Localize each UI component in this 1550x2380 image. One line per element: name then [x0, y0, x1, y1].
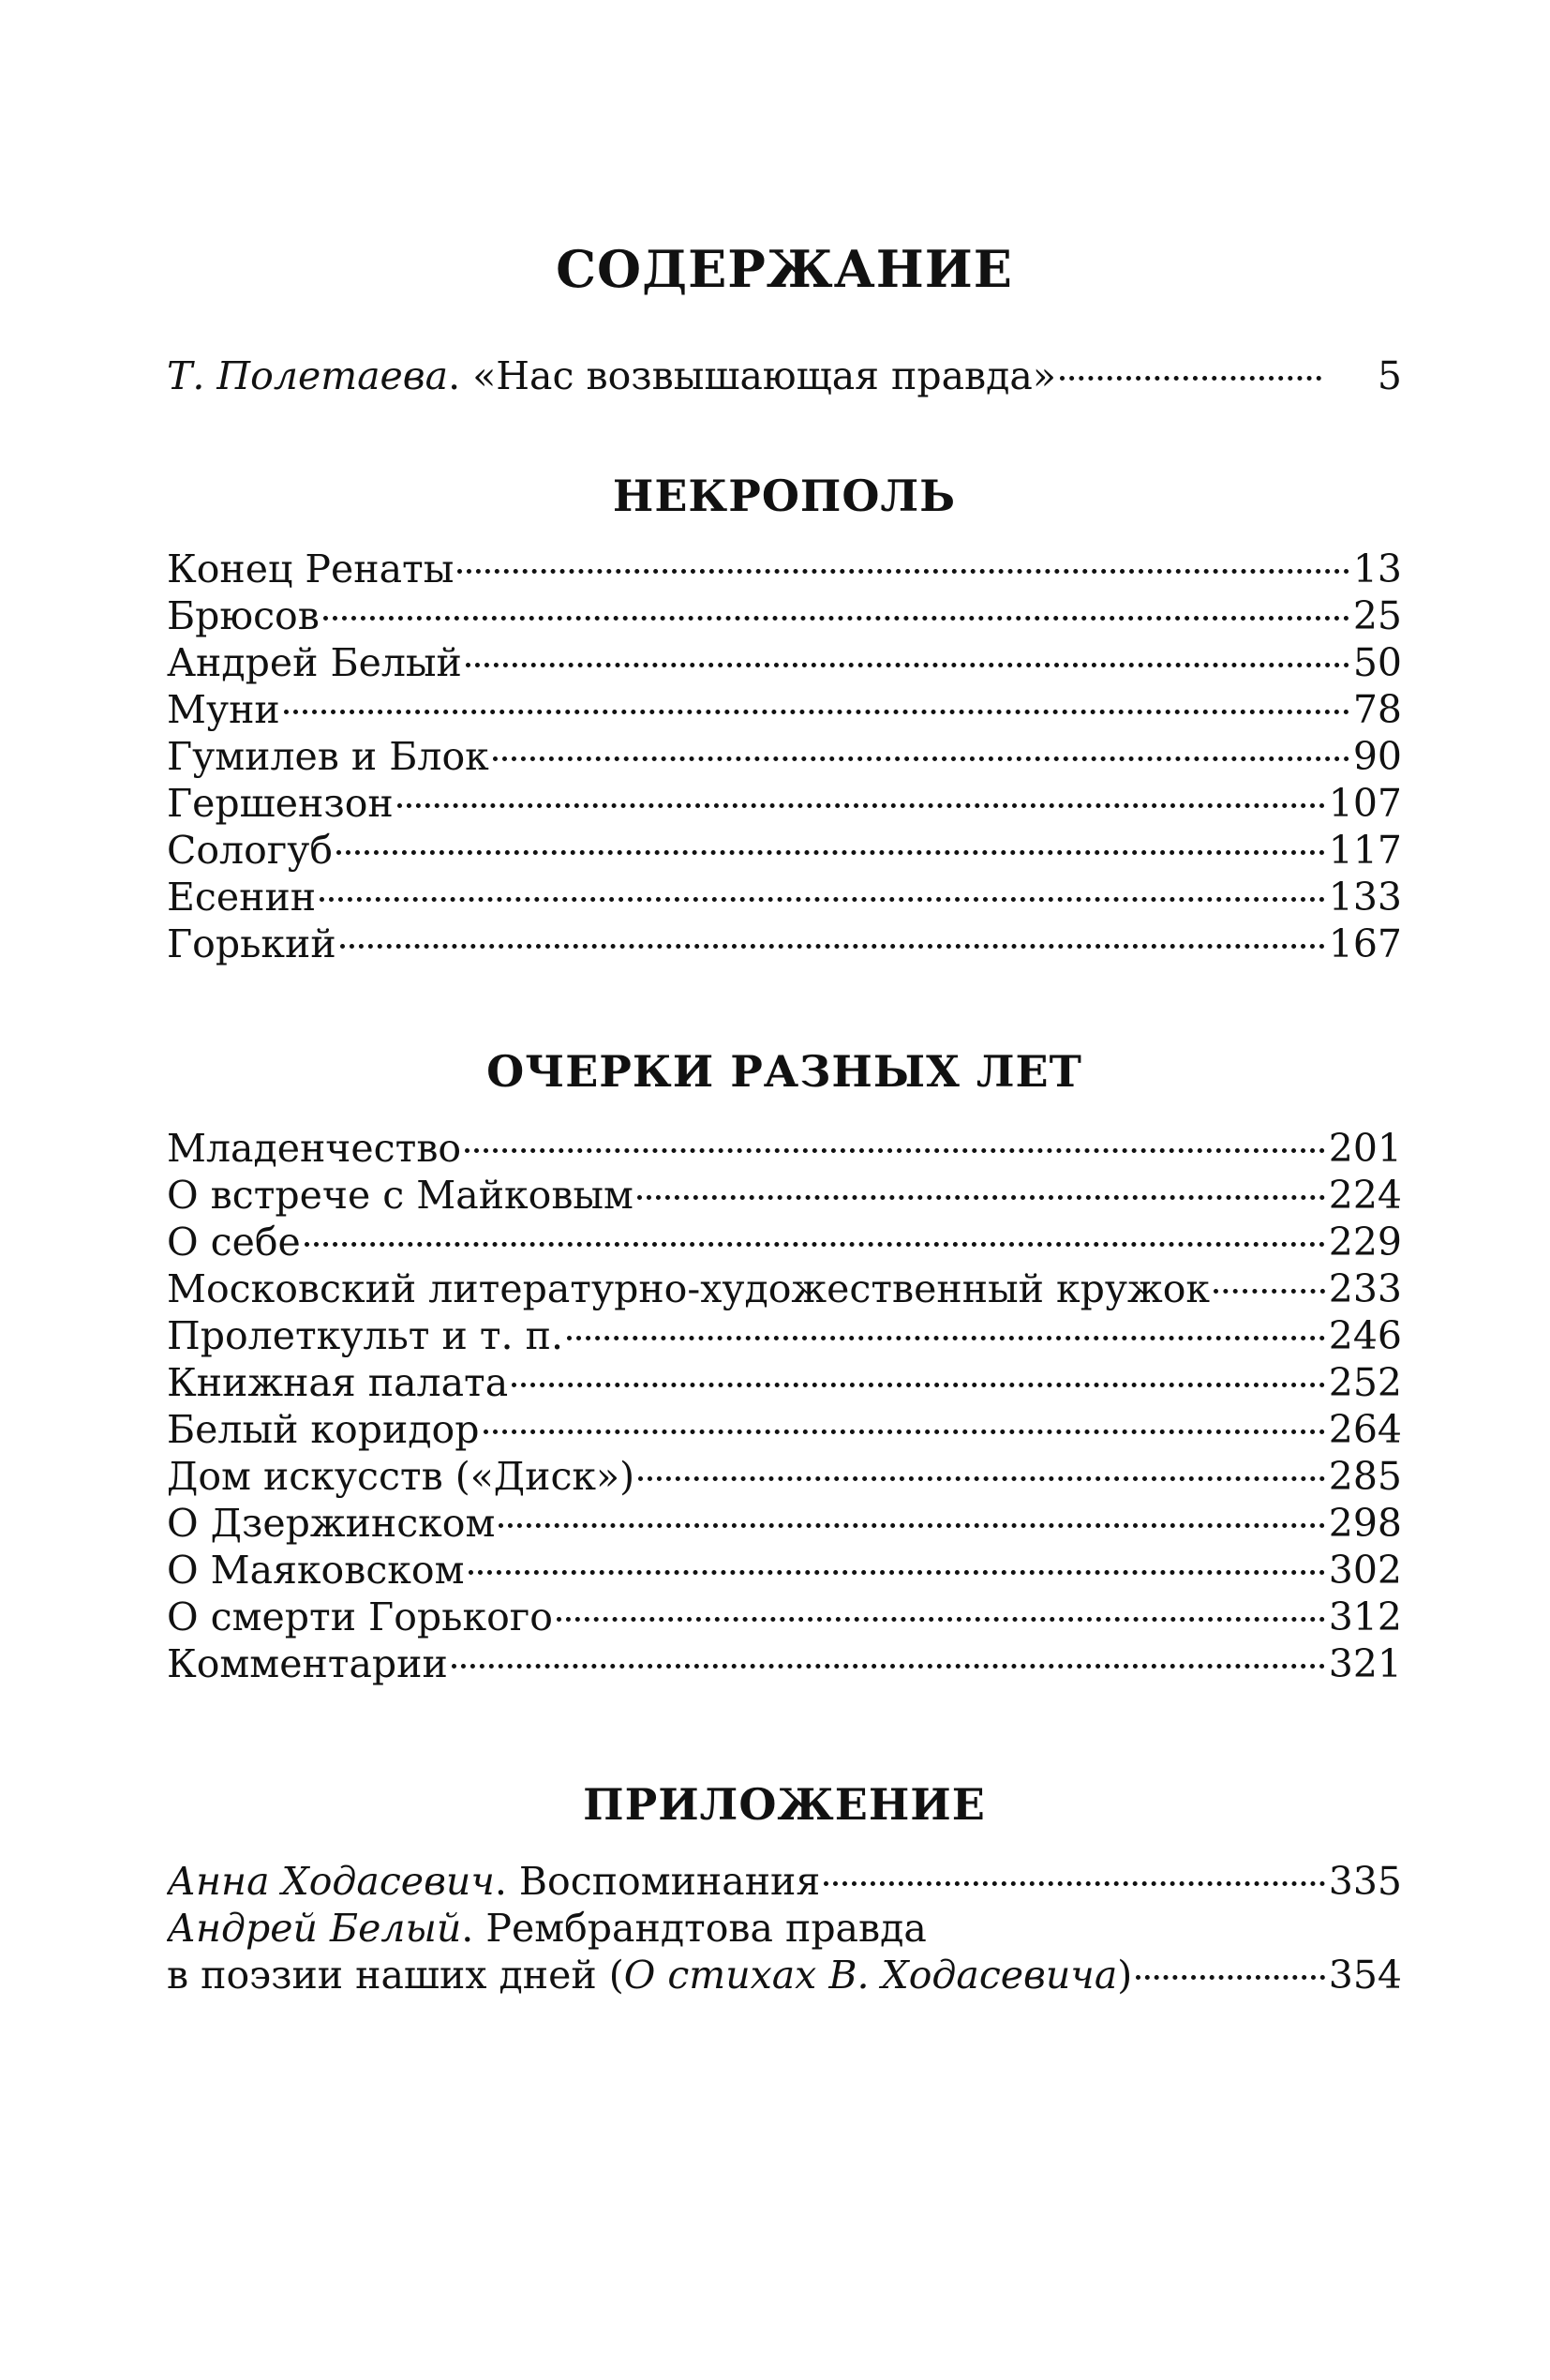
entry-title: Рембрандтова правда — [485, 1906, 927, 1951]
section-list-essays — [167, 1125, 1402, 1687]
page-number: 13 — [1352, 546, 1402, 591]
entry-title: О Дзержинском — [167, 1501, 496, 1546]
toc-entry-line1[interactable] — [167, 1905, 1402, 1952]
entry-title: О себе — [167, 1220, 301, 1265]
entry-author: Т. Полетаева — [167, 353, 449, 398]
entry-text — [167, 1858, 820, 1905]
entry-title: Андрей Белый — [167, 640, 462, 685]
dot-leader — [397, 803, 1325, 808]
entry-title: «Нас возвышающая правда» — [472, 353, 1056, 398]
page-number: 229 — [1328, 1220, 1402, 1265]
page-number: 302 — [1328, 1548, 1402, 1593]
dot-leader — [1136, 1975, 1324, 1980]
page-number: 25 — [1352, 593, 1402, 638]
dot-leader — [465, 1148, 1325, 1153]
entry-subtitle-italic: О стихах В. Ходасевича — [623, 1953, 1118, 1998]
entry-author: Анна Ходасевич — [167, 1859, 495, 1904]
entry-title: Сологуб — [167, 828, 334, 873]
dot-leader — [320, 897, 1325, 902]
contents-page — [167, 0, 1402, 2380]
entry-title: Книжная палата — [167, 1360, 509, 1405]
toc-entry[interactable] — [167, 686, 1402, 733]
page-number: 285 — [1328, 1454, 1402, 1499]
page-number: 335 — [1328, 1859, 1402, 1904]
page-number: 78 — [1352, 687, 1402, 732]
page-number: 354 — [1328, 1953, 1402, 1998]
section-heading-essays: ОЧЕРКИ РАЗНЫХ ЛЕТ — [486, 1046, 1082, 1097]
page-number: 312 — [1328, 1594, 1402, 1639]
section-heading-necropolis: НЕКРОПОЛЬ — [612, 471, 957, 521]
entry-title: Есенин — [167, 875, 317, 920]
dot-leader — [457, 569, 1349, 574]
dot-leader — [567, 1336, 1325, 1340]
dot-leader — [305, 1242, 1325, 1247]
page-title: СОДЕРЖАНИЕ — [556, 239, 1013, 299]
dot-leader — [512, 1383, 1325, 1387]
toc-entry[interactable] — [167, 639, 1402, 686]
dot-leader — [452, 1664, 1325, 1669]
toc-entry[interactable] — [167, 1312, 1402, 1359]
toc-entry[interactable] — [167, 1219, 1402, 1265]
dot-leader — [484, 1429, 1325, 1434]
entry-title: Дом искусств («Диск») — [167, 1454, 635, 1499]
section-list-necropolis — [167, 546, 1402, 967]
dot-leader — [1214, 1289, 1325, 1294]
entry-text — [167, 352, 1056, 399]
page-number: 167 — [1328, 921, 1402, 966]
dot-leader — [824, 1881, 1325, 1886]
page-number: 264 — [1328, 1407, 1402, 1452]
entry-subtitle-prefix: в поэзии наших дней ( — [167, 1953, 624, 1998]
entry-title: Младенчество — [167, 1126, 462, 1171]
entry-title: О встрече с Майковым — [167, 1173, 633, 1218]
entry-title: Гершензон — [167, 781, 394, 826]
toc-entry[interactable] — [167, 546, 1402, 592]
entry-title: Муни — [167, 687, 280, 732]
page-number: 50 — [1352, 640, 1402, 685]
entry-title: Конец Ренаты — [167, 546, 455, 591]
toc-entry[interactable] — [167, 874, 1402, 921]
toc-entry[interactable] — [167, 1858, 1402, 1905]
toc-entry-intro[interactable] — [167, 352, 1402, 399]
entry-title: О Маяковском — [167, 1548, 465, 1593]
page-number: 201 — [1328, 1126, 1402, 1171]
toc-entry[interactable] — [167, 1594, 1402, 1640]
dot-leader — [1060, 376, 1321, 381]
page-number: 107 — [1328, 781, 1402, 826]
dot-leader — [637, 1195, 1325, 1200]
toc-entry[interactable] — [167, 827, 1402, 874]
entry-title: О смерти Горького — [167, 1594, 553, 1639]
entry-title: Московский литературно-художественный кружок — [167, 1266, 1211, 1311]
dot-leader — [284, 710, 1349, 714]
dot-leader — [466, 663, 1349, 667]
toc-entry[interactable] — [167, 1172, 1402, 1219]
toc-entry[interactable] — [167, 1265, 1402, 1312]
dot-leader — [469, 1570, 1325, 1575]
dot-leader — [638, 1476, 1325, 1481]
page-number: 252 — [1328, 1360, 1402, 1405]
entry-title: Воспоминания — [518, 1859, 821, 1904]
page-number: 224 — [1328, 1173, 1402, 1218]
toc-entry[interactable] — [167, 921, 1402, 967]
entry-title: Брюсов — [167, 593, 320, 638]
toc-entry[interactable] — [167, 1640, 1402, 1687]
page-number: 321 — [1328, 1641, 1402, 1686]
toc-entry[interactable] — [167, 780, 1402, 827]
toc-entry[interactable] — [167, 1359, 1402, 1406]
section-heading-appendix: ПРИЛОЖЕНИЕ — [583, 1779, 986, 1830]
toc-entry[interactable] — [167, 1500, 1402, 1547]
page-number: 117 — [1328, 828, 1402, 873]
entry-author: Андрей Белый — [167, 1906, 462, 1951]
intro-list — [167, 352, 1402, 399]
dot-leader — [557, 1617, 1325, 1622]
entry-title: Горький — [167, 921, 336, 966]
dot-leader — [336, 850, 1325, 855]
dot-leader — [493, 756, 1349, 761]
dot-leader — [499, 1523, 1324, 1528]
entry-title: Белый коридор — [167, 1407, 480, 1452]
entry-title: Комментарии — [167, 1641, 448, 1686]
entry-separator: . — [494, 1859, 519, 1904]
toc-entry[interactable] — [167, 592, 1402, 639]
toc-entry-line2[interactable] — [167, 1952, 1402, 1998]
section-list-appendix — [167, 1858, 1402, 1998]
toc-entry[interactable] — [167, 733, 1402, 780]
toc-entry[interactable] — [167, 1453, 1402, 1500]
toc-entry[interactable] — [167, 1406, 1402, 1453]
dot-leader — [340, 944, 1325, 949]
entry-separator: . — [448, 353, 473, 398]
page-number: 246 — [1328, 1313, 1402, 1358]
page-number: 90 — [1352, 734, 1402, 779]
toc-entry[interactable] — [167, 1125, 1402, 1172]
entry-title: Гумилев и Блок — [167, 734, 489, 779]
page-number: 5 — [1377, 353, 1402, 398]
entry-title: Пролеткульт и т. п. — [167, 1313, 563, 1358]
entry-subtitle-suffix: ) — [1117, 1953, 1133, 1998]
entry-separator: . — [461, 1906, 486, 1951]
toc-entry[interactable] — [167, 1547, 1402, 1594]
entry-text — [167, 1952, 1132, 1998]
page-number: 233 — [1328, 1266, 1402, 1311]
page-number: 133 — [1328, 875, 1402, 920]
page-number: 298 — [1328, 1501, 1402, 1546]
dot-leader — [323, 616, 1349, 621]
